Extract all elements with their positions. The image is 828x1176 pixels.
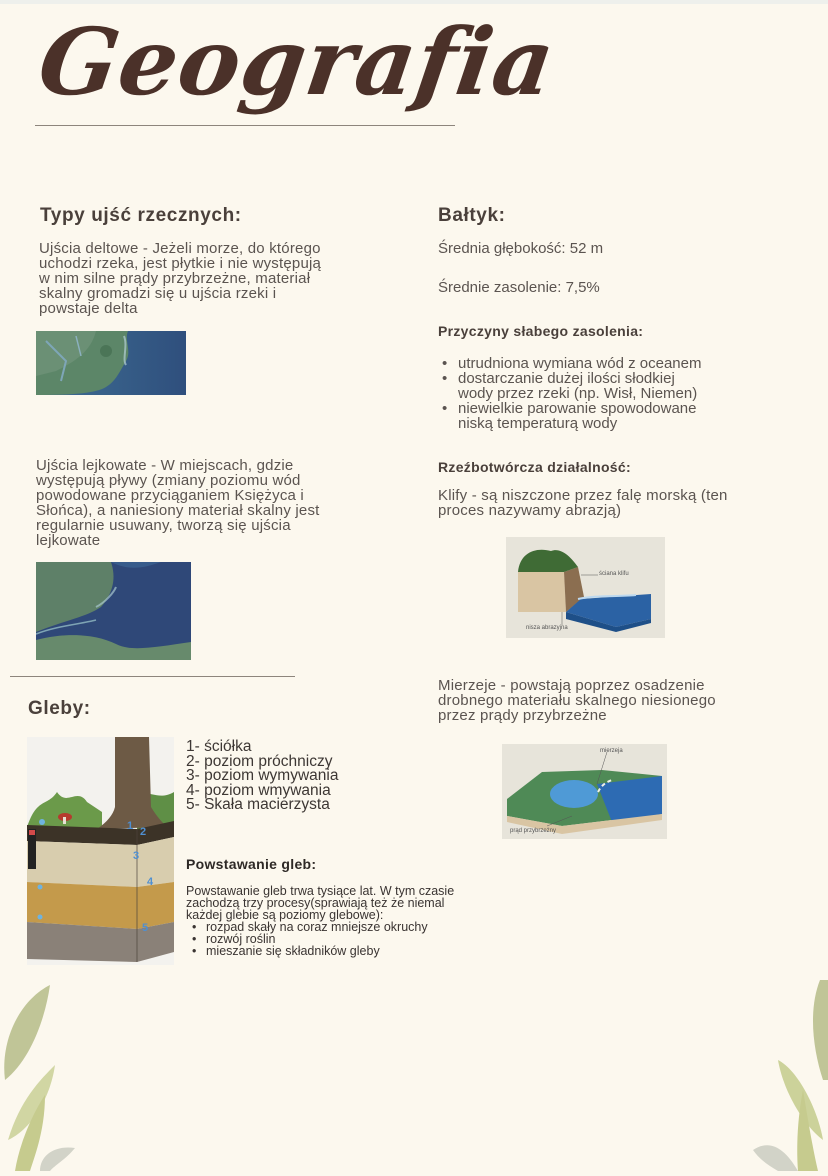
estuary-line: regularnie usuwany, tworzą się ujścia [36, 517, 291, 534]
salinity-causes-heading: Przyczyny słabego zasolenia: [438, 323, 644, 339]
cause-line: • niewielkie parowanie spowodowane [458, 400, 697, 417]
svg-text:3: 3 [133, 850, 140, 862]
spits-line: Mierzeje - powstają poprzez osadzenie [438, 677, 705, 694]
soils-heading: Gleby: [28, 698, 91, 719]
formation-line: zachodzą trzy procesy(sprawiają też że niemal [186, 896, 445, 910]
cliff-wall-label: ściana klifu [599, 571, 629, 577]
process-item: • mieszanie się składników gleby [206, 945, 506, 957]
estuary-description [36, 458, 381, 548]
delta-satellite-image [36, 331, 186, 395]
estuary-line: Słońca), a naniesiony materiał skalny jest [36, 502, 320, 519]
spits-line: drobnego materiału skalnego niesionego [438, 692, 716, 709]
soil-horizon-item: 2- poziom próchniczy [186, 752, 333, 770]
process-item: • rozwój roślin [206, 933, 506, 945]
leaf-decoration-left [0, 970, 120, 1171]
estuary-satellite-image [36, 562, 191, 660]
delta-description [39, 241, 379, 316]
baltic-salinity: Średnie zasolenie: 7,5% [438, 279, 600, 296]
soil-formation-text [186, 885, 506, 957]
coastal-current-label: prąd przybrzeżny [510, 828, 557, 834]
cause-line: wody przez rzeki (np. Wisł, Niemen) [458, 385, 698, 402]
cliffs-description [438, 488, 778, 518]
title-underline [35, 125, 455, 126]
delta-line: uchodzi rzeka, jest płytkie i nie występują [39, 255, 322, 272]
cliffs-line: Klify - są niszczone przez falę morską (ten [438, 487, 728, 504]
page-title: Geografia [32, 8, 562, 116]
delta-line: w nim silne prądy przybrzeżne, materiał [39, 270, 311, 287]
coastal-activity-heading: Rzeźbotwórcza działalność: [438, 459, 631, 475]
cause-line: • dostarczanie dużej ilości słodkiej [458, 370, 675, 387]
soil-horizon-item: 1- ściółka [186, 738, 252, 755]
cliffs-line: proces nazywamy abrazją) [438, 502, 622, 519]
baltic-heading: Bałtyk: [438, 205, 506, 226]
delta-line: Ujścia deltowe - Jeżeli morze, do którego [39, 240, 321, 257]
delta-line: skalny gromadzi się u ujścia rzeki i [39, 285, 277, 302]
soil-horizon-item: 3- poziom wymywania [186, 767, 339, 784]
baltic-depth: Średnia głębokość: 52 m [438, 240, 604, 257]
abrasion-niche-label: nisza abrazyjna [526, 625, 568, 631]
svg-text:4: 4 [147, 876, 154, 888]
soil-horizon-item: 4- poziom wmywania [186, 781, 331, 799]
soil-number: 1 [127, 820, 134, 832]
cliff-diagram [506, 537, 665, 638]
spit-label: mierzeja [600, 748, 623, 754]
leaf-decoration-right [708, 970, 828, 1171]
spits-line: przez prądy przybrzeżne [438, 707, 607, 724]
soil-formation-heading: Powstawanie gleb: [186, 856, 317, 872]
soil-horizon-item: 5- Skała macierzysta [186, 796, 330, 813]
spits-description [438, 678, 788, 723]
cause-line: niską temperaturą wody [458, 415, 618, 432]
soil-profile-diagram [27, 737, 174, 965]
cause-item [458, 356, 701, 371]
delta-line: powstaje delta [39, 300, 138, 317]
spit-diagram [502, 744, 667, 839]
cause-item [458, 371, 701, 401]
cause-item [458, 401, 701, 431]
formation-processes-list [186, 921, 506, 957]
soil-horizons-list [186, 740, 338, 813]
top-edge [0, 0, 828, 4]
process-item: • rozpad skały na coraz mniejsze okruchy [206, 921, 506, 933]
estuary-line: powodowane przyciąganiem Księżyca i [36, 487, 304, 504]
estuary-line: występują pływy (zmiany poziomu wód [36, 472, 301, 489]
section-divider [10, 676, 295, 677]
formation-line: każdej glebie są poziomy glebowe): [186, 908, 384, 922]
svg-text:2: 2 [140, 826, 147, 838]
svg-text:5: 5 [142, 922, 149, 934]
estuary-line: lejkowate [36, 532, 101, 549]
estuary-line: Ujścia lejkowate - W miejscach, gdzie [36, 457, 294, 474]
river-mouths-heading: Typy ujść rzecznych: [40, 205, 242, 226]
formation-line: Powstawanie gleb trwa tysiące lat. W tym czasie [186, 884, 455, 898]
cause-line: • utrudniona wymiana wód z oceanem [458, 355, 702, 372]
salinity-causes-list [440, 356, 701, 431]
